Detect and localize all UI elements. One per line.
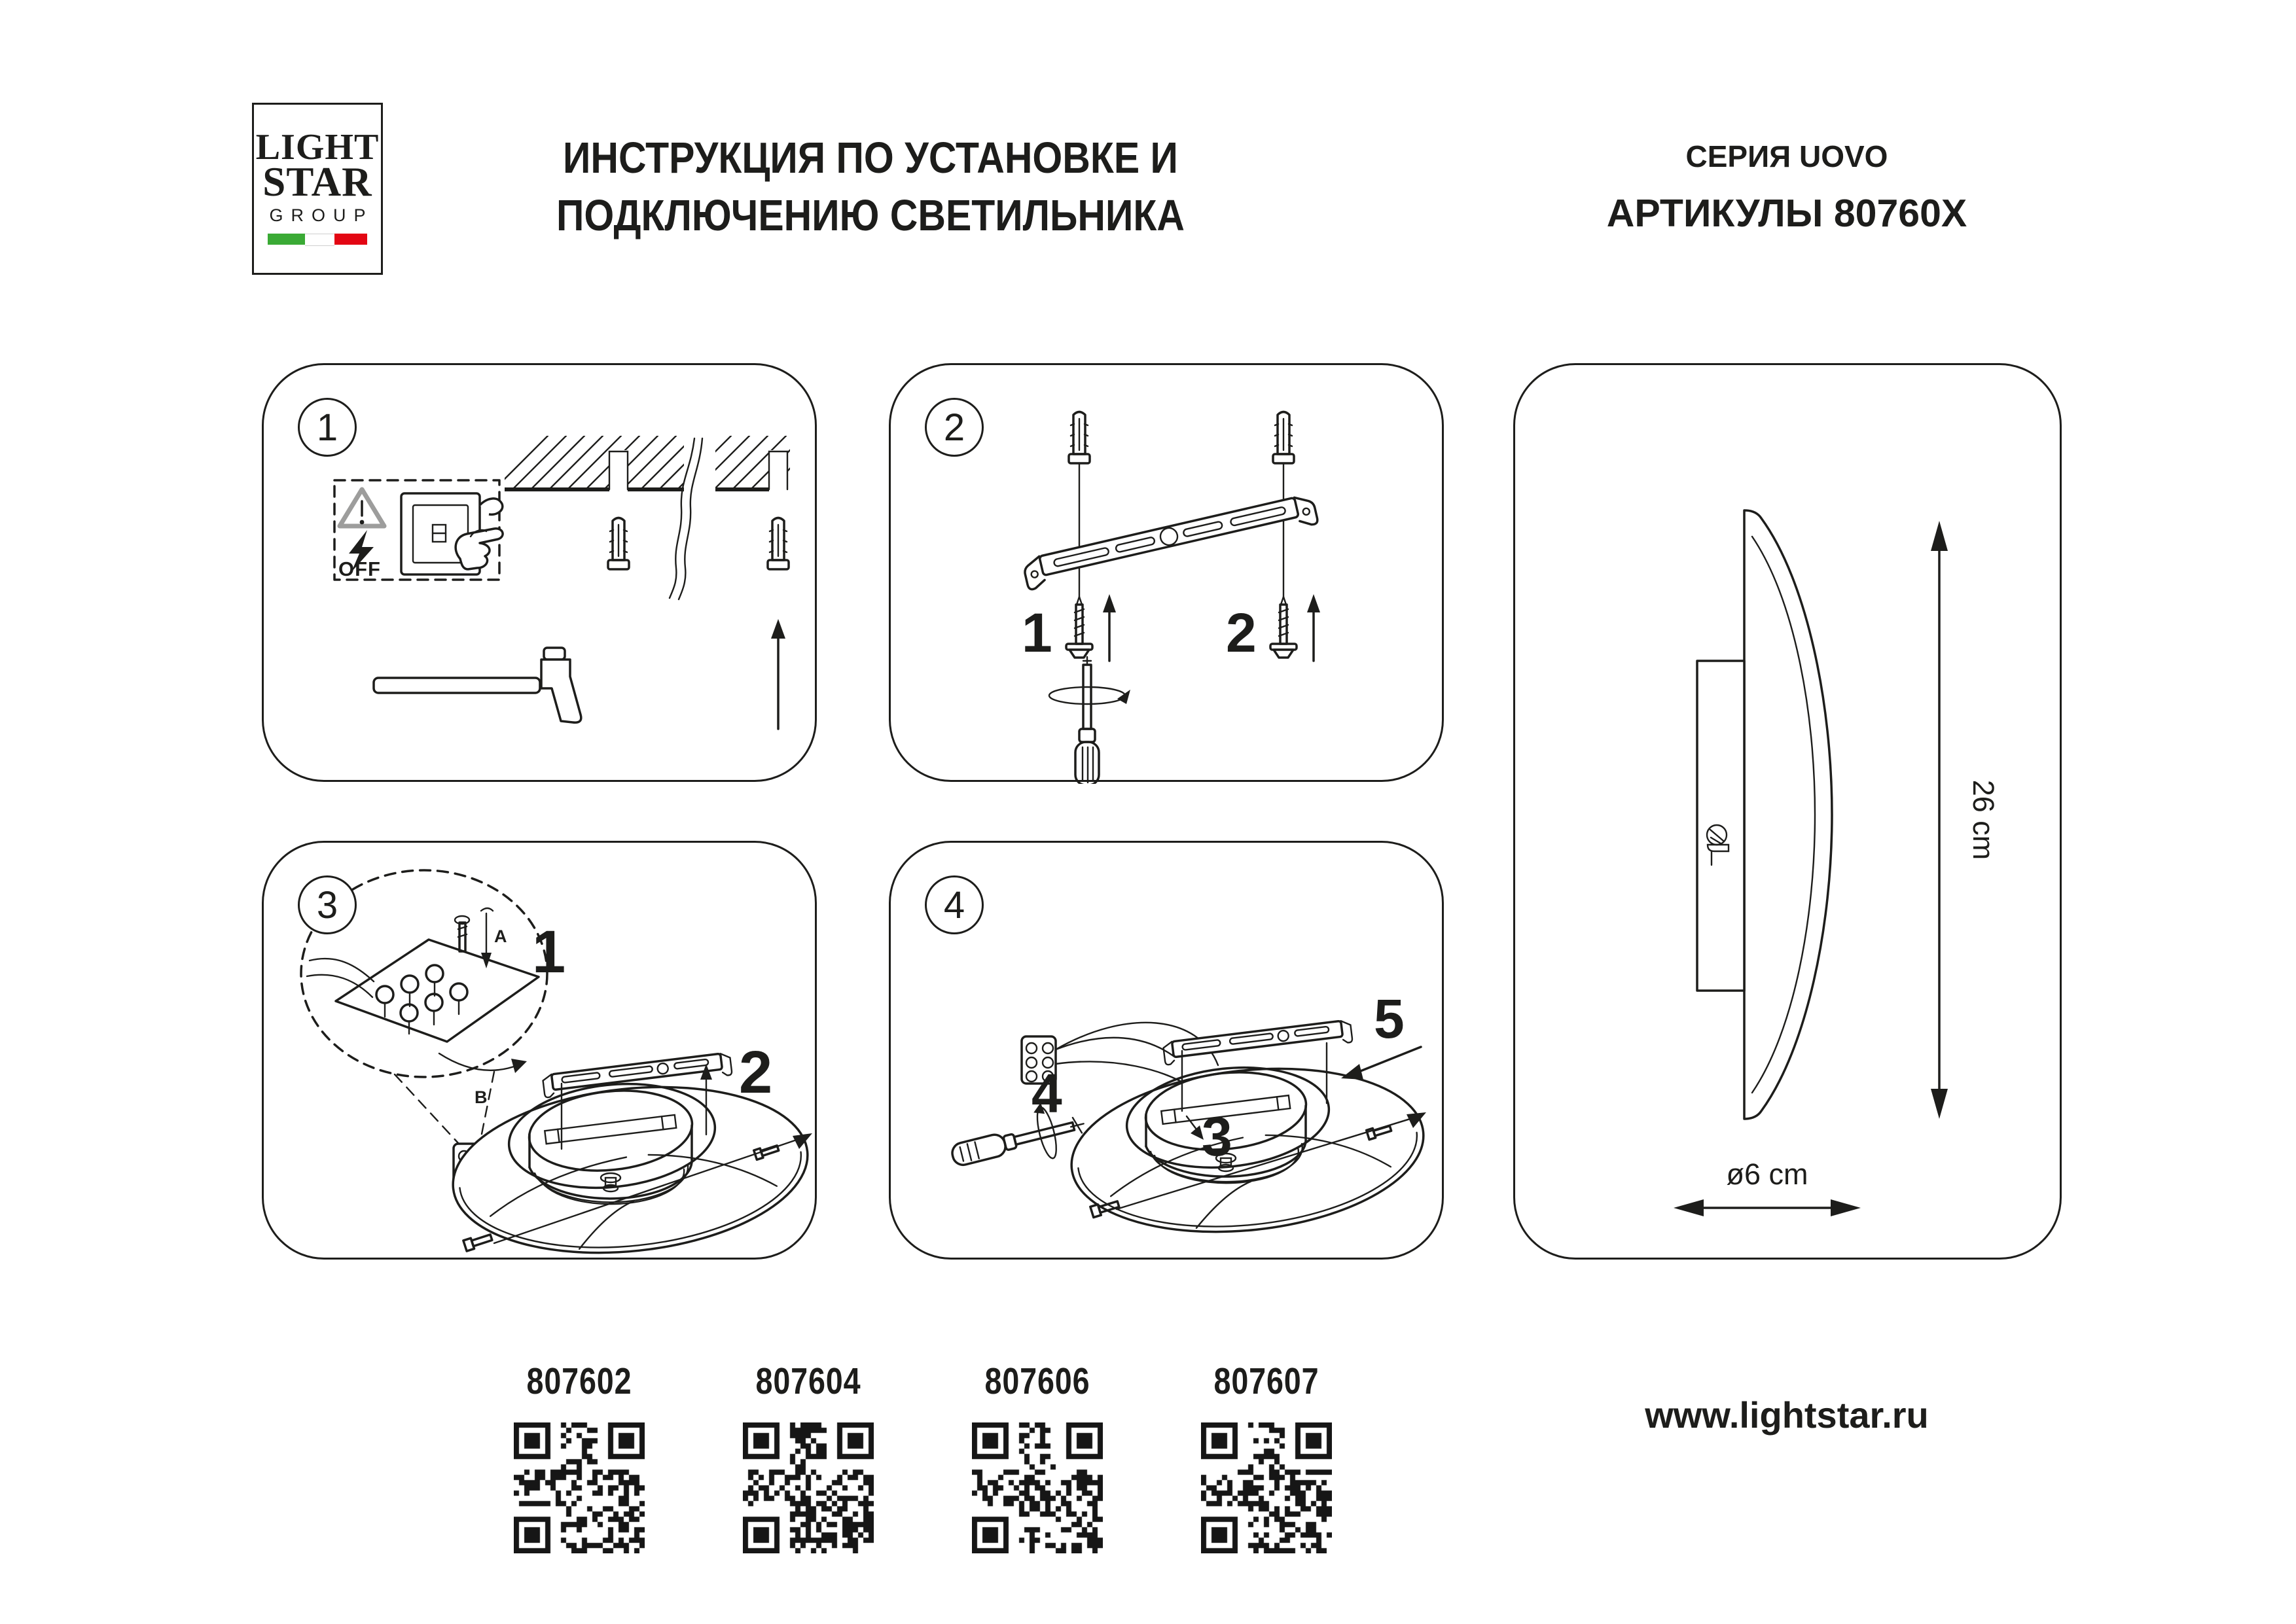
article-code: 807606: [984, 1360, 1090, 1402]
ceiling-hatch: [494, 434, 819, 491]
arrow-up-icon: [771, 619, 785, 729]
step-panel-4: [889, 841, 1444, 1260]
panel-number: 2: [943, 406, 965, 449]
dimension-panel: [1513, 363, 2062, 1260]
panel-number-badge: [298, 398, 357, 457]
screw-icon: [455, 916, 469, 951]
diameter-dimension: [1674, 1157, 1861, 1216]
page-title-line2: ПОДКЛЮЧЕНИЮ СВЕТИЛЬНИКА: [556, 191, 1185, 240]
step5-label: 5: [1374, 988, 1405, 1050]
flag-red-stripe: [334, 234, 367, 245]
screw-icon: [1270, 597, 1297, 658]
panel-number: 1: [316, 406, 338, 449]
panel-number: 3: [316, 883, 338, 927]
qr-code: [514, 1422, 645, 1553]
article-column: [488, 1360, 671, 1553]
article-code: 807604: [755, 1360, 861, 1402]
article-code: 807602: [526, 1360, 632, 1402]
wall-plug-icon: [1273, 412, 1294, 464]
articles-label: АРТИКУЛЫ 80760X: [1606, 192, 1967, 235]
wall-plug-icon: [1069, 412, 1090, 464]
screwdriver-icon: [945, 1094, 1090, 1182]
screw-icon: [1066, 597, 1092, 658]
logo-word-star: STAR: [262, 159, 372, 205]
qr-code: [972, 1422, 1103, 1553]
lamp-side-view: [1515, 365, 2064, 1262]
label-b: B: [475, 1087, 488, 1107]
panel-number-badge: [925, 398, 984, 457]
diameter-label: ø6 cm: [1726, 1157, 1808, 1191]
step-panel-2: [889, 363, 1444, 782]
article-column: [1175, 1360, 1358, 1553]
step1-label: 1: [532, 919, 566, 985]
page-title: [528, 130, 1213, 245]
series-block: [1512, 139, 2062, 236]
series-label: СЕРИЯ UOVO: [1685, 139, 1888, 173]
step-panel-1: [262, 363, 817, 782]
height-label: 26 cm: [1967, 779, 2000, 860]
panel-number-badge: [298, 875, 357, 934]
screw2-label: 2: [1226, 602, 1257, 663]
lamp-profile: [1697, 510, 1832, 1119]
lamp-base: [1064, 1052, 1432, 1248]
label-a: A: [494, 927, 507, 946]
italian-flag-icon: [268, 234, 367, 245]
flag-white-stripe: [305, 234, 334, 246]
step3-label: 3: [1202, 1106, 1232, 1167]
step-panel-3: [262, 841, 817, 1260]
logo-word-light: LIGHT: [255, 127, 380, 168]
panel-number: 4: [943, 883, 965, 927]
step4-label: 4: [1031, 1063, 1062, 1124]
article-column: [946, 1360, 1129, 1553]
arrow-up-icon: [1307, 594, 1320, 661]
power-off-warning: [334, 480, 503, 580]
step2-label: 2: [739, 1039, 773, 1106]
wall-plug-icon: [768, 518, 789, 570]
off-label: OFF: [338, 557, 381, 580]
wall-plug-icon: [608, 518, 629, 570]
screw1-label: 1: [1022, 602, 1052, 663]
website-link: www.lightstar.ru: [1645, 1394, 1929, 1436]
lightstar-logo: [252, 103, 383, 275]
screwdriver-icon: [1049, 657, 1130, 784]
arrow-icon: [1341, 1047, 1421, 1080]
arrow-up-icon: [1103, 594, 1116, 661]
qr-code: [743, 1422, 874, 1553]
hammer-icon: [374, 648, 581, 722]
article-code: 807607: [1213, 1360, 1319, 1402]
article-column: [717, 1360, 900, 1553]
qr-code: [1201, 1422, 1332, 1553]
mounting-bracket: [1022, 493, 1318, 590]
page-title-line1: ИНСТРУКЦИЯ ПО УСТАНОВКЕ И: [563, 133, 1178, 183]
height-dimension: [1931, 521, 2000, 1119]
logo-word-group: GROUP: [269, 205, 374, 225]
panel-number-badge: [925, 875, 984, 934]
flag-green-stripe: [268, 234, 305, 245]
